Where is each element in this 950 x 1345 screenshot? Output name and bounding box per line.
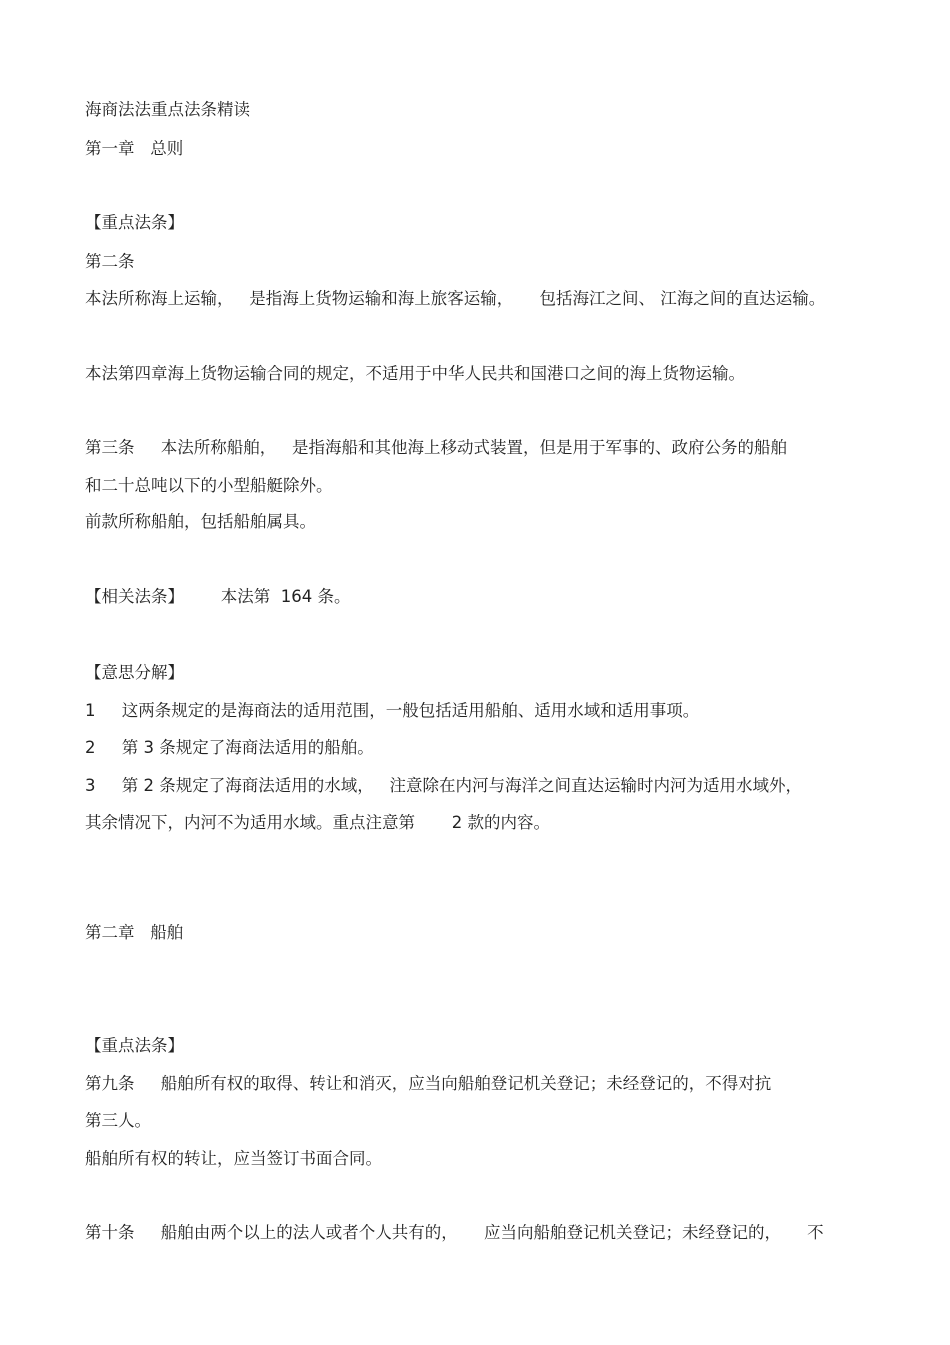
article2-label: 第二条 — [85, 252, 135, 271]
article3-line1: 第三条 本法所称船舶， 是指海船和其他海上移动式装置，但是用于军事的、政府公务的船舶 — [85, 438, 787, 457]
article3-line2: 和二十总吨以下的小型船艇除外。 — [85, 476, 333, 495]
article10-line1: 第十条 船舶由两个以上的法人或者个人共有的， 应当向船舶登记机关登记；未经登记的， 不 — [85, 1223, 824, 1242]
related-articles-label: 【相关法条】 本法第 164 条。 — [85, 587, 351, 606]
article2-paragraph1: 本法所称海上运输， 是指海上货物运输和海上旅客运输， 包括海江之间、 江海之间的直达运输。 — [85, 289, 826, 308]
article9-line3: 船舶所有权的转让，应当签订书面合同。 — [85, 1149, 382, 1168]
chapter2-heading: 第二章 船舶 — [85, 923, 184, 942]
meaning-item-1: 1 这两条规定的是海商法的适用范围，一般包括适用船舶、适用水域和适用事项。 — [85, 701, 700, 720]
article9-line1: 第九条 船舶所有权的取得、转让和消灭，应当向船舶登记机关登记；未经登记的，不得对抗 — [85, 1074, 772, 1093]
article9-line2: 第三人。 — [85, 1111, 151, 1130]
meaning-breakdown-label: 【意思分解】 — [85, 663, 184, 682]
chapter1-key-articles-label: 【重点法条】 — [85, 213, 184, 232]
chapter2-key-articles-label: 【重点法条】 — [85, 1036, 184, 1055]
document-title: 海商法法重点法条精读 — [85, 100, 250, 119]
meaning-item-2: 2 第 3 条规定了海商法适用的船舶。 — [85, 738, 374, 757]
chapter1-heading: 第一章 总则 — [85, 139, 184, 158]
meaning-item-3-line2: 其余情况下，内河不为适用水域。重点注意第 2 款的内容。 — [85, 813, 550, 832]
article2-paragraph2: 本法第四章海上货物运输合同的规定，不适用于中华人民共和国港口之间的海上货物运输。 — [85, 364, 745, 383]
article3-line3: 前款所称船舶，包括船舶属具。 — [85, 512, 316, 531]
meaning-item-3-line1: 3 第 2 条规定了海商法适用的水域， 注意除在内河与海洋之间直达运输时内河为适用水域外， — [85, 776, 802, 795]
